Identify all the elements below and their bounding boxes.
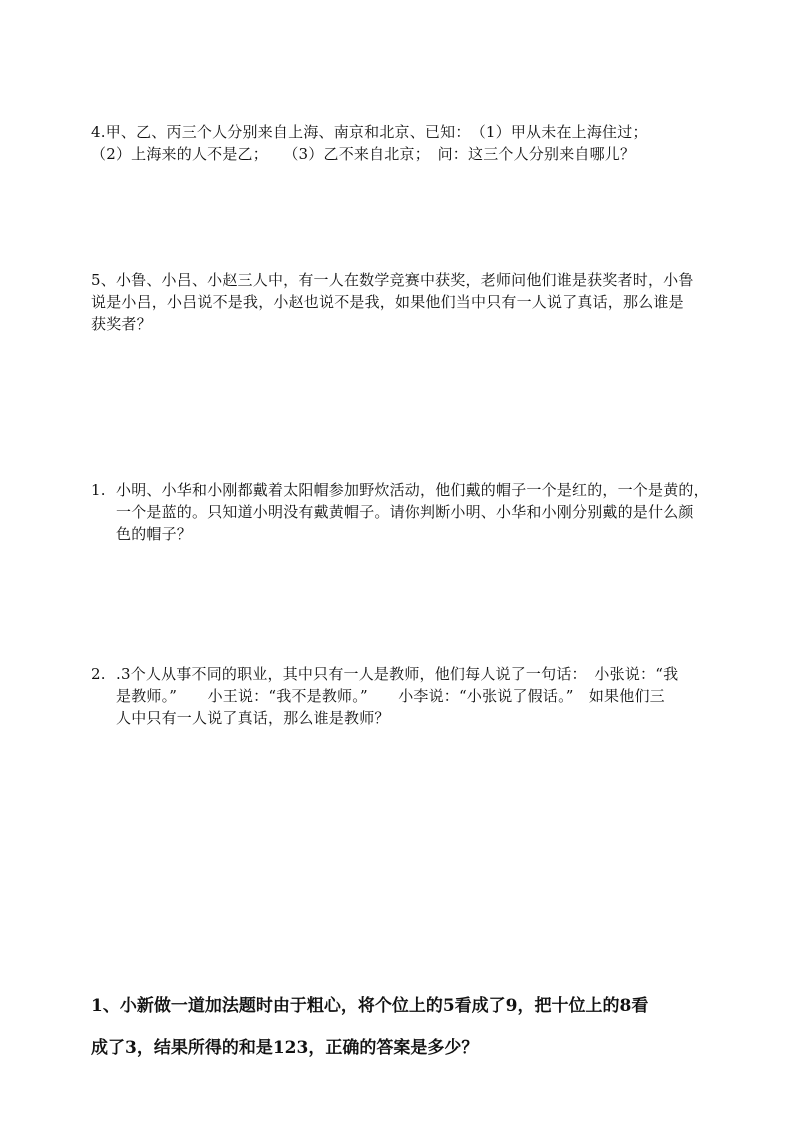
- question-5: [91, 269, 694, 335]
- question-5-line-1: 5、小鲁、小吕、小赵三人中，有一人在数学竞赛中获奖，老师问他们谁是获奖者时，小鲁: [91, 271, 694, 289]
- question-5-line-3: 获奖者？: [91, 315, 152, 333]
- numbered-question-2-number: 2.: [91, 665, 106, 683]
- numbered-question-1: [91, 479, 709, 545]
- final-question-line-2: 成了3，结果所得的和是123，正确的答案是多少？: [91, 1038, 479, 1058]
- numbered-question-2-line-2: 是教师。” 小王说：“我不是教师。” 小李说：“小张说了假话。” 如果他们三: [116, 687, 665, 705]
- numbered-question-1-first-line: [91, 479, 709, 501]
- question-4-line-1: 4.甲、乙、丙三个人分别来自上海、南京和北京、已知： （1）甲从未在上海住过；: [91, 123, 648, 141]
- numbered-question-1-number: 1.: [91, 481, 106, 499]
- numbered-question-2: [91, 663, 678, 729]
- numbered-question-1-line-3: 色的帽子？: [116, 525, 193, 543]
- final-question-line-1: 1、小新做一道加法题时由于粗心，将个位上的5看成了9，把十位上的8看: [91, 996, 649, 1016]
- numbered-question-1-line-1: 小明、小华和小刚都戴着太阳帽参加野炊活动，他们戴的帽子一个是红的，一个是黄的，: [116, 481, 709, 499]
- question-4-line-2: （2）上海来的人不是乙； （3）乙不来自北京； 问：这三个人分别来自哪儿？: [91, 145, 636, 163]
- numbered-question-2-line-3: 人中只有一人说了真话，那么谁是教师？: [116, 709, 390, 727]
- numbered-question-2-line-1: .3个人从事不同的职业，其中只有一人是教师，他们每人说了一句话： 小张说：“我: [116, 665, 679, 683]
- numbered-question-2-first-line: [91, 663, 678, 685]
- question-5-line-2: 说是小吕，小吕说不是我，小赵也说不是我，如果他们当中只有一人说了真话，那么谁是: [91, 293, 684, 311]
- question-4: [91, 121, 648, 165]
- final-question: [91, 985, 648, 1069]
- numbered-question-1-line-2: 一个是蓝的。只知道小明没有戴黄帽子。请你判断小明、小华和小刚分别戴的是什么颜: [116, 503, 694, 521]
